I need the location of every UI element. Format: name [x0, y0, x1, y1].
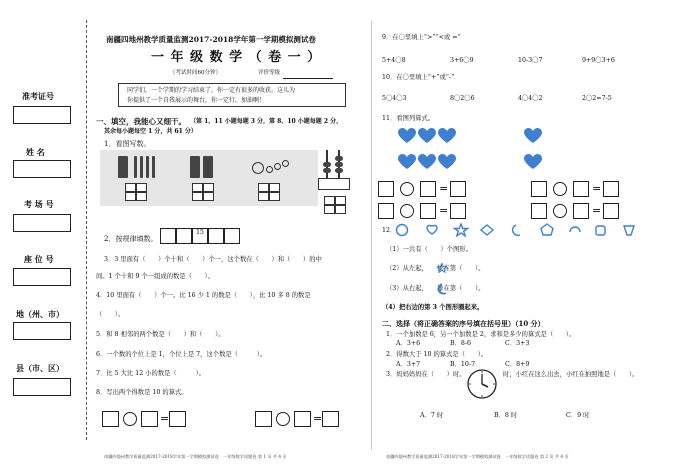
q11-answer-square[interactable] — [531, 203, 547, 219]
equals-sign: = — [439, 204, 449, 217]
choice3-text: 3．妈妈妈妈在（ ）时。 — [386, 371, 466, 378]
q11-operator-circle[interactable] — [400, 182, 414, 196]
score-line — [283, 78, 333, 79]
q12-label: 12． — [382, 227, 397, 234]
heart-icon — [524, 128, 542, 143]
q2-shown-number: 15 — [196, 229, 204, 236]
heart-icon — [418, 154, 436, 169]
field-label-exam-room: 考 场 号 — [24, 199, 54, 209]
time-note: （考试时间60分钟） — [170, 70, 221, 76]
q11-answer-square[interactable] — [603, 203, 619, 219]
q3-text-cont: 间。1 个十和 9 个一组成的数是（ ）。 — [96, 273, 214, 280]
q8-operator-circle[interactable] — [276, 412, 290, 426]
q11-operator-circle[interactable] — [553, 182, 567, 196]
q11-operator-circle[interactable] — [400, 204, 414, 218]
choice2-text: 2．得数大于 10 的算式是（ ）。 — [386, 351, 488, 358]
choice1-option-c[interactable]: C．3+3 — [505, 340, 530, 347]
subject-title: 一 年 级 数 学 （ 卷 一 ） — [151, 50, 322, 65]
q1-answer-cell[interactable] — [324, 196, 335, 205]
q1-answer-cell[interactable] — [203, 183, 214, 192]
equals-sign: = — [439, 182, 449, 195]
seat-box[interactable] — [13, 268, 71, 286]
q8-equation-2 — [255, 411, 355, 427]
q1-picture-panel — [100, 150, 318, 206]
heart-icon — [438, 128, 456, 143]
q11-answer-square[interactable] — [450, 203, 466, 219]
instructions-box — [118, 83, 346, 107]
q8-answer-square[interactable] — [141, 411, 158, 427]
q2-cell[interactable] — [176, 228, 192, 244]
q2-sequence — [160, 228, 240, 244]
choice3-text-cont: 时，小红在这么出去，小红在拍照地是（ ）。 — [503, 371, 639, 378]
equals-sign: = — [160, 412, 170, 425]
field-label-seat: 座 位 号 — [24, 254, 54, 264]
footer-right: 南疆四地州教学质量监测2017-2018学年第一学期模拟测试卷 一年级数学试题卷 第 2 页 共 4 页 — [386, 454, 569, 459]
q1-answer-cell[interactable] — [125, 183, 136, 192]
binding-line — [86, 20, 87, 440]
section1-heading: 一、填空，我能心又细干。 — [96, 117, 186, 126]
student-info-sidebar — [0, 0, 95, 470]
q11-answer-square[interactable] — [378, 181, 394, 197]
q11-answer-square[interactable] — [378, 203, 394, 219]
q1-answer-cell[interactable] — [125, 192, 136, 201]
q11-answer-square[interactable] — [531, 181, 547, 197]
heart-icon — [418, 128, 436, 143]
stick-single-icon — [152, 156, 155, 178]
rainbow-icon — [570, 227, 580, 232]
section2-heading: 二、选择（将正确答案的序号填在括号里）（10 分） — [382, 319, 545, 328]
name-box[interactable] — [13, 160, 71, 178]
q3-text: 3．3 里面有（ ）个十和（ ）个一，这个数在（ ）和（ ）的中 — [104, 256, 322, 263]
q4-text: 4．10 里面有（ ）个一。比 16 少 1 的数是（ ），比 10 多 8 的数是 — [96, 292, 311, 299]
heart-icon — [398, 128, 416, 143]
q7-text: 7．比 5 大比 12 小的数是（ ）。 — [96, 370, 206, 377]
q1-answer-cell[interactable] — [192, 183, 203, 192]
moon-icon — [436, 283, 448, 295]
choice2-option-a[interactable]: A．3+7 — [396, 361, 421, 368]
county-box[interactable] — [13, 378, 71, 396]
q11-text: 11．看图列算式。 — [382, 115, 435, 122]
q11-answer-square[interactable] — [573, 181, 589, 197]
q1-answer-cell[interactable] — [335, 196, 346, 205]
cup-icon — [624, 226, 634, 235]
pentagon-icon — [541, 224, 553, 235]
stick-single-icon — [140, 156, 143, 178]
q11-equation-row-1 — [378, 181, 678, 199]
q11-answer-square[interactable] — [573, 203, 589, 219]
q2-label: 2．按规律填数。 — [104, 235, 158, 243]
q9-item: 3+6〇9 — [450, 57, 474, 64]
q11-answer-square[interactable] — [450, 181, 466, 197]
field-label-exam-number: 准考证号 — [22, 91, 54, 101]
stick-bundle-icon — [118, 156, 128, 178]
bead-ring-icon — [282, 160, 289, 167]
choice3-option-b[interactable]: B．8 时 — [494, 412, 518, 419]
field-label-county: 县（市、区） — [16, 363, 64, 373]
equals-sign: = — [592, 204, 602, 217]
moon-icon — [513, 225, 520, 235]
choice3-option-c[interactable]: C．9 时 — [566, 412, 590, 419]
q12-line-1: （1）一共有（ ）个图形。 — [386, 246, 472, 253]
bead-ring-icon — [266, 166, 273, 173]
q11-answer-square[interactable] — [603, 181, 619, 197]
q10-item: 4〇4〇2 — [518, 95, 543, 102]
q9-item: 5+4〇8 — [382, 57, 406, 64]
score-label: 评价等级 — [258, 70, 281, 76]
diamond-icon — [481, 225, 493, 235]
stick-single-icon — [134, 156, 137, 178]
choice2-option-c[interactable]: C．8+9 — [505, 361, 530, 368]
q1-answer-cell[interactable] — [269, 192, 280, 201]
q9-text: 9．在〇里填上“>”“<或 =” — [382, 34, 461, 41]
q11-hearts-picture — [392, 128, 692, 178]
star-icon — [455, 224, 468, 236]
q6-text: 6．一个数的个位上是 1，个位上是 7，这个数是（ ）。 — [96, 351, 267, 358]
q1-answer-cell[interactable] — [136, 192, 147, 201]
instructions-line2: 你提供了一个自我展示的舞台，你一定行，加油啊！ — [127, 97, 266, 104]
q1-answer-cell[interactable] — [269, 183, 280, 192]
q12-shape-row — [394, 223, 694, 237]
stick-bundle-icon — [203, 156, 213, 178]
instructions-line1: 同学们，一个学期的学习结束了，你一定有很多的收获。这儿为 — [127, 87, 296, 94]
q10-text: 10．在〇里填上“+”或“-” — [382, 74, 455, 81]
exam-number-box[interactable] — [13, 106, 71, 124]
heart-icon — [398, 154, 416, 169]
q8-text: 8．写出两个得数是 10 的算式。 — [96, 389, 188, 396]
choice1-option-b[interactable]: B．8-6 — [450, 340, 472, 347]
q1-answer-cell[interactable] — [258, 192, 269, 201]
q1-answer-cell[interactable] — [192, 192, 203, 201]
bead-ring-icon — [274, 163, 281, 170]
stick-single-icon — [146, 156, 149, 178]
field-label-prefecture: 地（州、市） — [16, 309, 64, 319]
q2-cell[interactable] — [224, 228, 240, 244]
exam-title: 南疆四地州教学质量监测2017-2018学年第一学期模拟测试卷 — [106, 35, 316, 44]
bead-ring-icon — [252, 162, 264, 174]
q8-answer-square[interactable] — [169, 411, 186, 427]
clock-icon — [466, 368, 498, 400]
q1-label: 1．看图写数。 — [104, 140, 151, 148]
q8-answer-square[interactable] — [294, 411, 311, 427]
q8-operator-circle[interactable] — [123, 412, 137, 426]
q8-answer-square[interactable] — [322, 411, 339, 427]
stick-bundle-icon — [190, 156, 200, 178]
q1-answer-cell[interactable] — [258, 183, 269, 192]
q2-cell[interactable] — [208, 228, 224, 244]
star-icon — [437, 263, 447, 273]
smiley-icon — [397, 225, 408, 236]
q11-answer-square[interactable] — [420, 181, 436, 197]
section1-scoring2: 其余每小题每空 1 分，共 61 分） — [104, 128, 197, 135]
cylinder-icon — [596, 226, 605, 235]
q11-answer-square[interactable] — [420, 203, 436, 219]
q11-equation-row-2 — [378, 203, 678, 221]
heart-icon — [524, 154, 542, 169]
q9-item: 9+9〇3+6 — [582, 57, 615, 64]
field-label-name: 姓 名 — [26, 147, 45, 157]
page-divider — [371, 20, 372, 450]
q12-line-2: （2）从左起， 排在第（ ）。 — [386, 265, 485, 272]
q2-cell-shown — [192, 228, 208, 244]
q8-answer-square[interactable] — [255, 411, 272, 427]
q10-item: 5〇4〇3 — [382, 95, 407, 102]
q12-line-3: （3）从右起， 排在第（ ）。 — [386, 285, 485, 292]
q8-equation-1 — [102, 411, 202, 427]
q5-text: 5．和 8 相邻的两个数是（ ）和（ ）。 — [96, 331, 225, 338]
exam-room-box[interactable] — [13, 214, 71, 232]
q11-operator-circle[interactable] — [553, 204, 567, 218]
abacus-icon — [318, 146, 356, 192]
q1-answer-cell[interactable] — [136, 183, 147, 192]
choice2-option-b[interactable]: B．10-7 — [450, 361, 476, 368]
choice3-option-a[interactable]: A．7 时 — [420, 412, 444, 419]
q1-answer-cell[interactable] — [203, 192, 214, 201]
q10-item: 8〇2〇6 — [450, 95, 475, 102]
q1-answer-cell[interactable] — [324, 205, 335, 214]
footer-left: 南疆四地州教学质量监测2017-2018学年第一学期模拟测试卷 一年级数学试题卷 第 1 页 共 4 页 — [104, 454, 287, 459]
equals-sign: = — [592, 182, 602, 195]
q10-item: 2〇2=7-5 — [582, 95, 612, 102]
q12-line-4: （4）把右边的第 3 个图形圈起来。 — [382, 304, 484, 311]
q2-cell[interactable] — [160, 228, 176, 244]
choice1-text: 1．一个加数是 6，另一个加数是 2，求和是多少的算式是（ ）。 — [386, 331, 576, 338]
q1-answer-cell[interactable] — [335, 205, 346, 214]
q4-text-cont: （ ）。 — [96, 311, 125, 318]
equals-sign: = — [313, 412, 323, 425]
prefecture-box[interactable] — [13, 322, 71, 340]
q9-item: 10-3〇7 — [518, 57, 543, 64]
heart-outline-icon — [427, 226, 437, 235]
q8-answer-square[interactable] — [102, 411, 119, 427]
choice1-option-a[interactable]: A．3+6 — [396, 340, 421, 347]
section1-scoring: （第 1、11 小题每题 3 分，第 8、10 小题每题 2 分， — [190, 118, 343, 125]
heart-icon — [438, 154, 456, 169]
